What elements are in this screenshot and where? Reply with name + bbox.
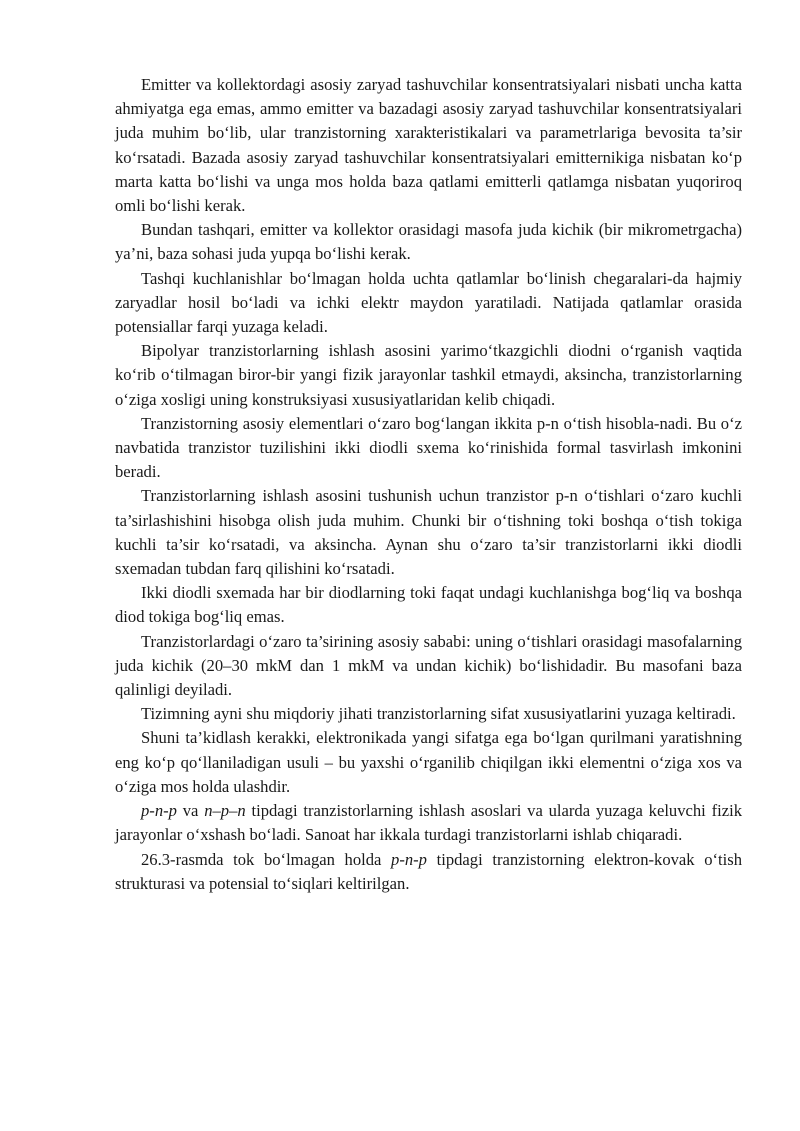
paragraph-5 [115, 412, 742, 485]
document-page [115, 73, 742, 896]
text-segment: Tizimning ayni shu miqdoriy jihati tranzistorlarning sifat xususiyatlarini yuzaga keltiradi. [141, 704, 736, 724]
paragraph-8 [115, 630, 742, 703]
paragraph-1 [115, 73, 742, 218]
paragraph-2 [115, 218, 742, 266]
text-segment: Tranzistorning asosiy elementlari o‘zaro bog‘langan ikkita p-n o‘tish hisobla-nadi. Bu o‘z navbatida tranzistor tuzilishini ikki diodli sxema ko‘rinishida formal tasvirlash imkonini beradi. [115, 413, 742, 482]
text-segment: tipdagi tranzistorlarning ishlash asoslari va ularda yuzaga keluvchi fizik jarayonlar o‘xshash bo‘ladi. Sanoat har ikkala turdagi tranzistorlarni ishlab chiqaradi. [115, 801, 742, 845]
text-segment: Shuni ta’kidlash kerakki, elektronikada yangi sifatga ega bo‘lgan qurilmani yaratishning eng ko‘p qo‘llaniladigan usuli – bu yaxshi o‘rganilib chiqilgan ikki elementni o‘ziga xos va o‘ziga mos holda ulashdir. [115, 728, 742, 796]
paragraph-9 [115, 702, 742, 726]
paragraph-3 [115, 267, 742, 340]
paragraph-4 [115, 339, 742, 412]
italic-term: p-n-p [141, 801, 177, 821]
text-segment: Bundan tashqari, emitter va kollektor orasidagi masofa juda kichik (bir mikrometrgacha) ya’ni, baza sohasi juda yupqa bo‘lishi kerak. [115, 220, 742, 264]
text-segment: tipdagi tranzistorning elektron-kovak o‘tish strukturasi va potensial to‘siqlari keltirilgan. [115, 849, 742, 893]
italic-term: n–p–n [204, 801, 246, 821]
text-segment: Ikki diodli sxemada har bir diodlarning toki faqat undagi kuchlanishga bog‘liq va boshqa diod tokiga bog‘liq emas. [115, 583, 742, 627]
paragraph-6 [115, 484, 742, 581]
text-segment: Tashqi kuchlanishlar bo‘lmagan holda uchta qatlamlar bo‘linish chegaralari-da hajmiy zaryadlar hosil bo‘ladi va ichki elektr maydon yaratiladi. Natijada qatlamlar orasida potensiallar farqi yuzaga keladi. [115, 268, 742, 337]
italic-term: p-n-p [391, 849, 427, 869]
paragraph-10 [115, 726, 742, 799]
text-segment: 26.3-rasmda tok bo‘lmagan holda [141, 849, 392, 869]
text-segment: Tranzistorlarning ishlash asosini tushunish uchun tranzistor p-n o‘tishlari o‘zaro kuchli ta’sirlashishini hisobga olish juda muhim. Chunki bir o‘tishning toki boshqa o‘tish tokiga kuchli ta’sir ko‘rsatadi, va aksincha. Aynan shu o‘zaro ta’sir tranzistorlarni ikki diodli sxemadan tubdan farq qilishini ko‘rsatadi. [115, 486, 742, 579]
paragraph-7 [115, 581, 742, 629]
text-segment: Bipolyar tranzistorlarning ishlash asosini yarimo‘tkazgichli diodni o‘rganish vaqtida ko‘rib o‘tilmagan biror-bir yangi fizik jarayonlar tashkil etmaydi, aksincha, tranzistorlarning o‘ziga xosligi uning konstruksiyasi xususiyatlaridan kelib chiqadi. [115, 341, 742, 409]
text-segment: va [176, 801, 205, 821]
text-segment: Emitter va kollektordagi asosiy zaryad tashuvchilar konsentratsiyalari nisbati uncha katta ahmiyatga ega emas, ammo emitter va bazadagi asosiy zaryad tashuvchilar konsentratsiyalari juda muhim bo‘lib, ular tranzistorning xarakteristikalari va parametrlariga bevosita ta’sir ko‘rsatadi. Bazada asosiy zaryad tashuvchilar konsentratsiyalari emitternikiga nisbatan ko‘p marta katta bo‘lishi va unga mos holda baza qatlami emitterli qatlamga nisbatan yuqoriroq omli bo‘lishi kerak. [115, 75, 742, 216]
paragraph-11 [115, 799, 742, 847]
text-segment: Tranzistorlardagi o‘zaro ta’sirining asosiy sababi: uning o‘tishlari orasidagi masofalarning juda kichik (20–30 mkM dan 1 mkM va undan kichik) bo‘lishidadir. Bu masofani baza qalinligi deyiladi. [115, 631, 742, 700]
paragraph-12 [115, 848, 742, 896]
